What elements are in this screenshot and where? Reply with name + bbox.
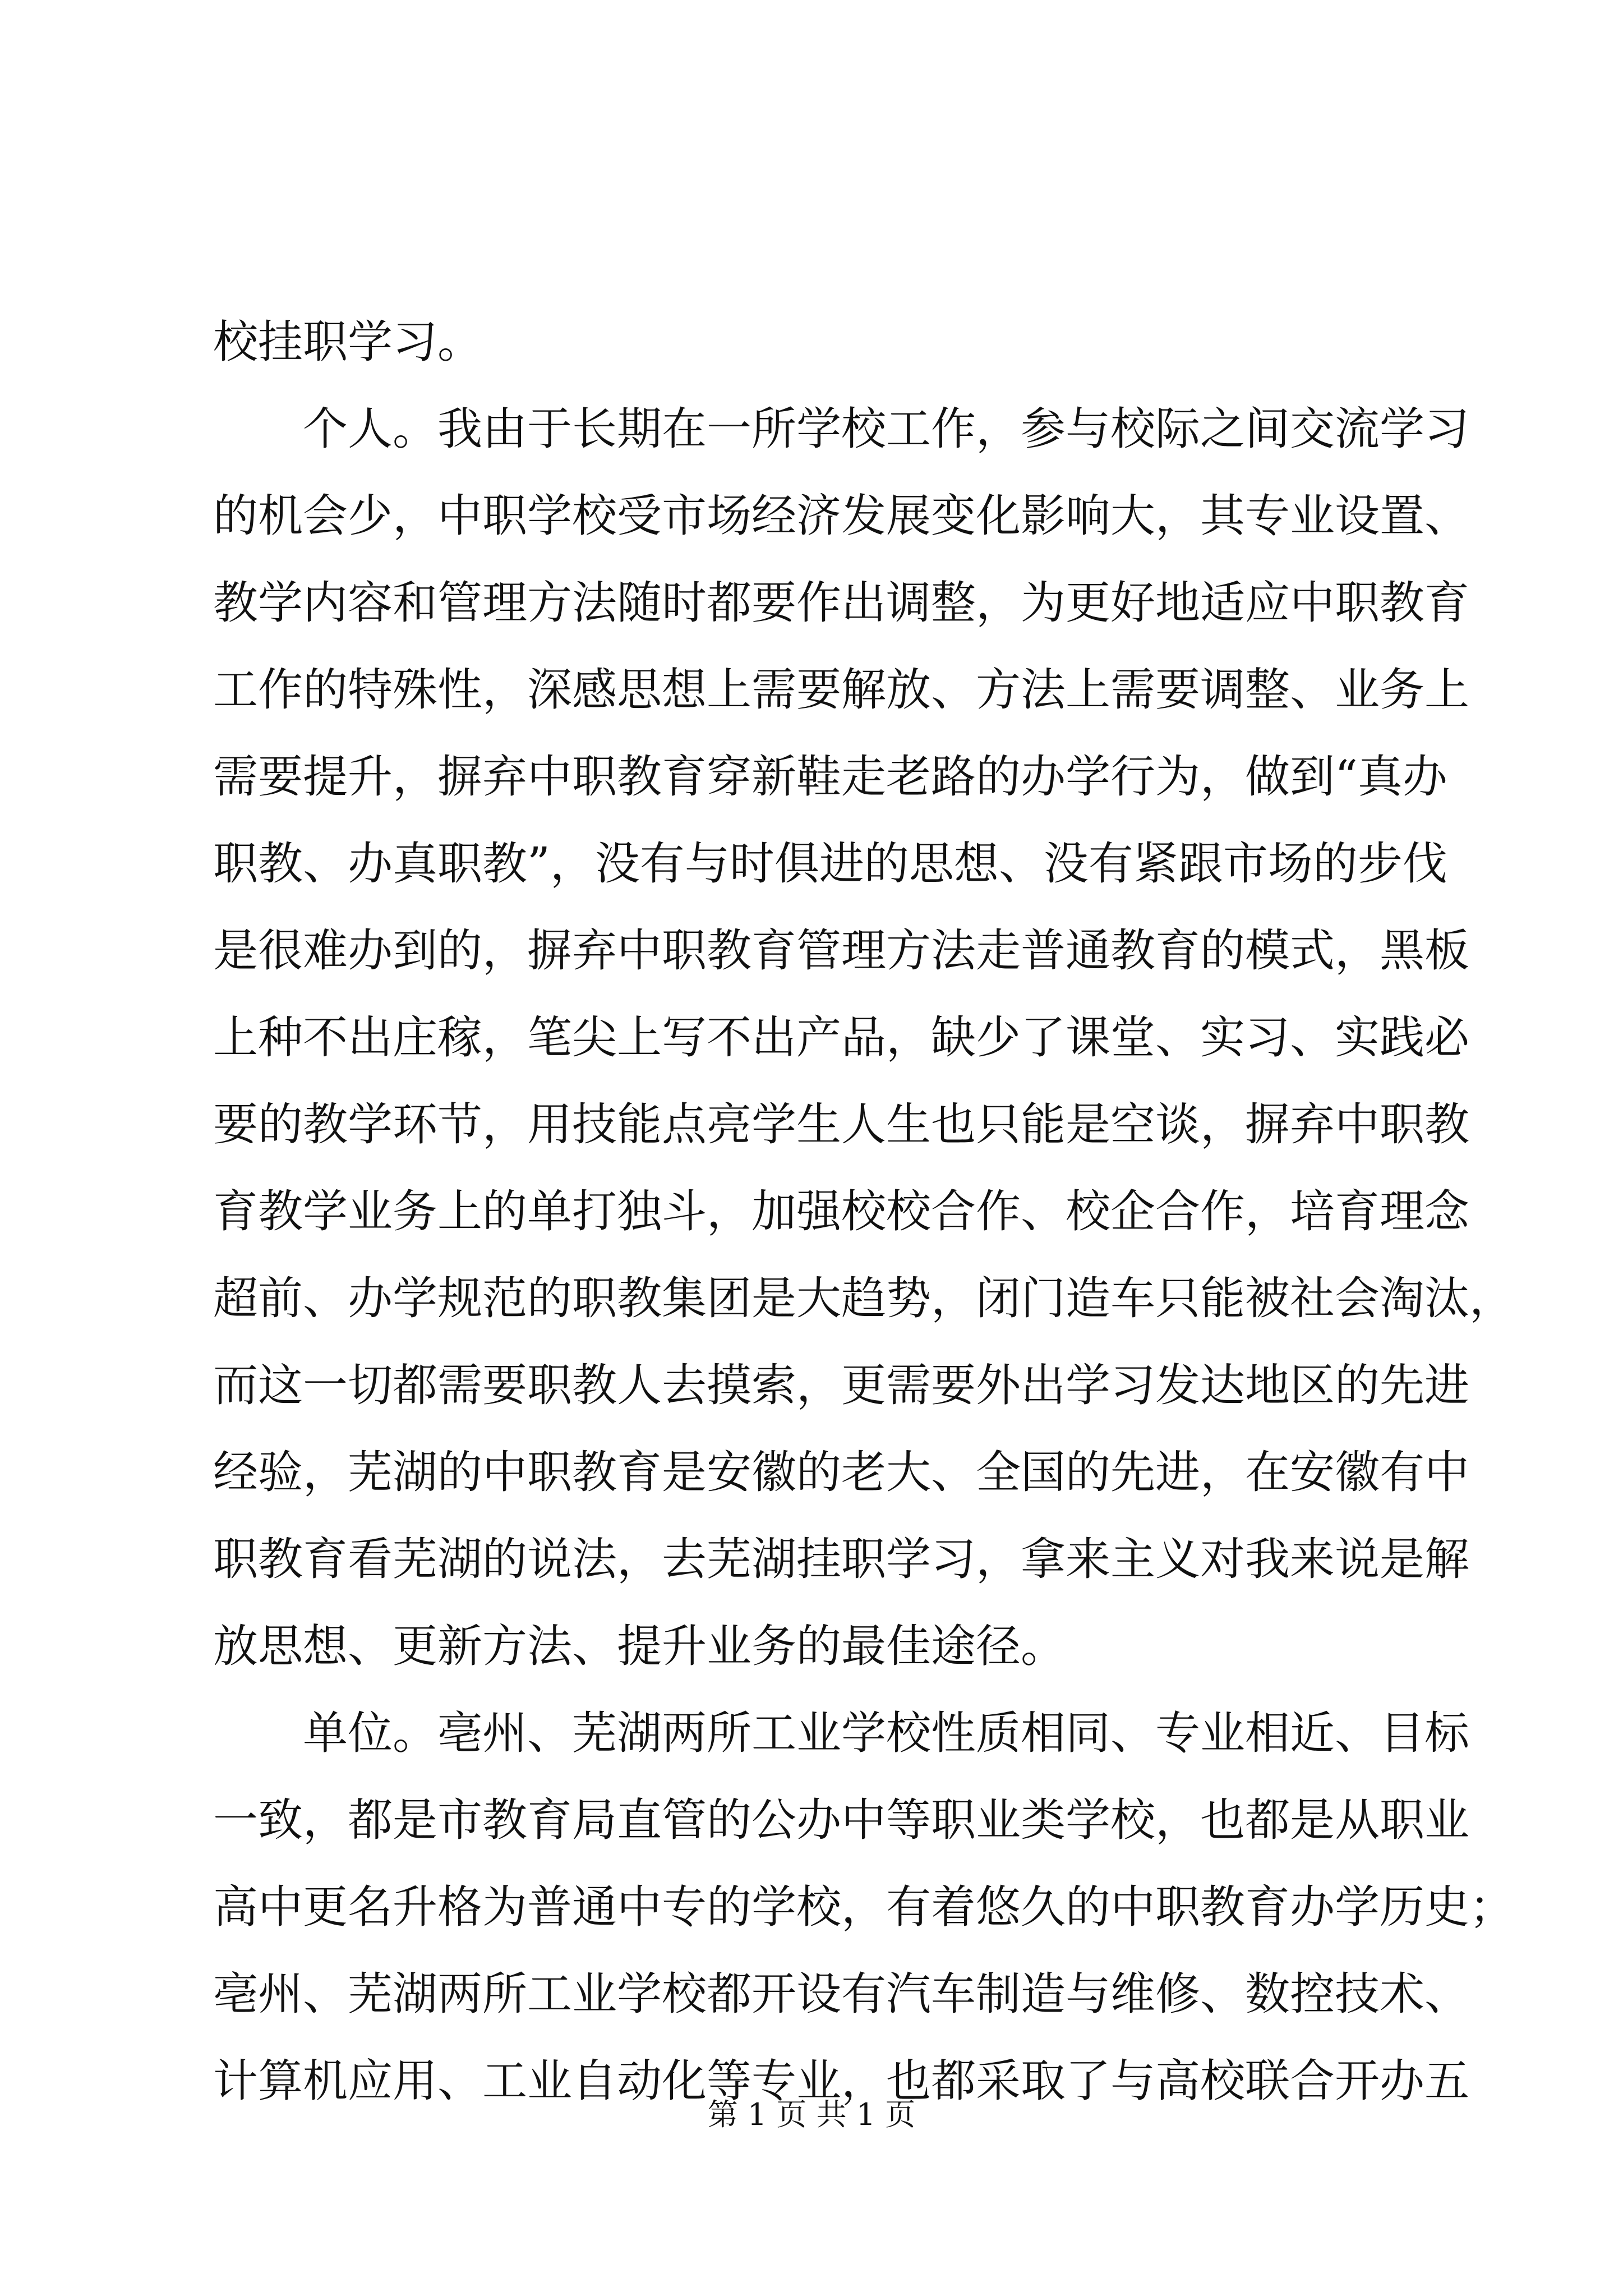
text-line: 职教育看芜湖的说法，去芜湖挂职学习，拿来主义对我来说是解: [213, 1533, 1469, 1585]
text-line: 超前、办学规范的职教集团是大趋势，闭门造车只能被社会淘汰，: [213, 1272, 1514, 1324]
paragraph-start-line: 个人。我由于长期在一所学校工作，参与校际之间交流学习: [303, 403, 1469, 455]
text-line: 工作的特殊性，深感思想上需要解放、方法上需要调整、业务上: [213, 664, 1469, 716]
text-line: 需要提升，摒弃中职教育穿新鞋走老路的办学行为，做到“真办: [213, 751, 1447, 803]
text-line: 育教学业务上的单打独斗，加强校校合作、校企合作，培育理念: [213, 1185, 1469, 1237]
text-line: 亳州、芜湖两所工业学校都开设有汽车制造与维修、数控技术、: [213, 1968, 1469, 2020]
text-line: 放思想、更新方法、提升业务的最佳途径。: [213, 1620, 1066, 1672]
text-line: 经验，芜湖的中职教育是安徽的老大、全国的先进，在安徽有中: [213, 1446, 1469, 1498]
text-line: 校挂职学习。: [213, 316, 482, 368]
text-line: 教学内容和管理方法随时都要作出调整，为更好地适应中职教育: [213, 577, 1469, 629]
text-line: 高中更名升格为普通中专的学校，有着悠久的中职教育办学历史；: [213, 1881, 1514, 1933]
text-line: 的机会少，中职学校受市场经济发展变化影响大，其专业设置、: [213, 490, 1469, 542]
text-line: 计算机应用、工业自动化等专业，也都采取了与高校联合开办五: [213, 2055, 1469, 2107]
text-line: 职教、办真职教”，没有与时俱进的思想、没有紧跟市场的步伐: [213, 838, 1447, 890]
text-line: 上种不出庄稼，笔尖上写不出产品，缺少了课堂、实习、实践必: [213, 1011, 1469, 1064]
text-line: 要的教学环节，用技能点亮学生人生也只能是空谈，摒弃中职教: [213, 1098, 1469, 1151]
text-line: 是很难办到的，摒弃中职教育管理方法走普通教育的模式，黑板: [213, 924, 1469, 977]
paragraph-start-line: 单位。亳州、芜湖两所工业学校性质相同、专业相近、目标: [303, 1707, 1469, 1759]
text-line: 而这一切都需要职教人去摸索，更需要外出学习发达地区的先进: [213, 1359, 1469, 1411]
page-number-footer: 第 1 页 共 1 页: [707, 2097, 916, 2132]
text-line: 一致，都是市教育局直管的公办中等职业类学校，也都是从职业: [213, 1794, 1469, 1846]
